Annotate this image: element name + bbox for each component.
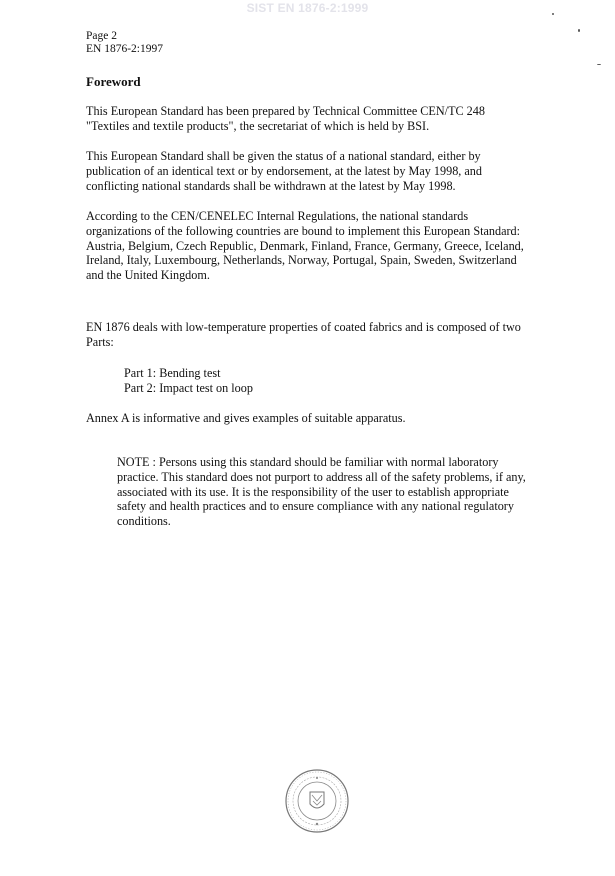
page-number: Page 2	[86, 30, 117, 42]
page-header	[86, 30, 163, 56]
list-item-part-1: Part 1: Bending test	[124, 366, 221, 380]
scan-speck	[552, 13, 554, 15]
paragraph-annex: Annex A is informative and gives examples of suitable apparatus.	[86, 411, 406, 425]
paragraph-countries: According to the CEN/CENELEC Internal Regulations, the national standards organizations of the following countries are bound to implement this European Standard: Austria, Belgium, Czech Republic, Denmark, Finland, France, Germany, Greece, Iceland, Ireland, Italy, Luxembourg, Netherlands, Norway, Portugal, Spain, Sweden, Switzerland and the United Kingdom.	[86, 209, 524, 283]
paragraph-committee: This European Standard has been prepared by Technical Committee CEN/TC 248 "Textiles and textile products", the secretariat of which is held by BSI.	[86, 104, 485, 133]
paragraph-status: This European Standard shall be given the status of a national standard, either by publication of an identical text or by endorsement, at the latest by May 1998, and conflicting national standards shall be withdrawn at the latest by May 1998.	[86, 149, 482, 193]
safety-note: NOTE : Persons using this standard should be familiar with normal laboratory practice. This standard does not purport to address all of the safety problems, if any, associated with its use. It is the responsibility of the user to establish appropriate safety and health practices and to ensure compliance with any national regulatory conditions.	[117, 455, 526, 529]
list-item-part-2: Part 2: Impact test on loop	[124, 381, 253, 395]
watermark: SIST EN 1876-2:1999	[246, 1, 369, 15]
paragraph-parts-intro: EN 1876 deals with low-temperature properties of coated fabrics and is composed of two Parts:	[86, 320, 521, 349]
document-reference: EN 1876-2:1997	[86, 43, 163, 55]
institutional-seal-icon	[284, 768, 350, 834]
scan-speck	[597, 64, 601, 65]
section-heading: Foreword	[86, 74, 141, 89]
scan-speck	[578, 29, 580, 32]
